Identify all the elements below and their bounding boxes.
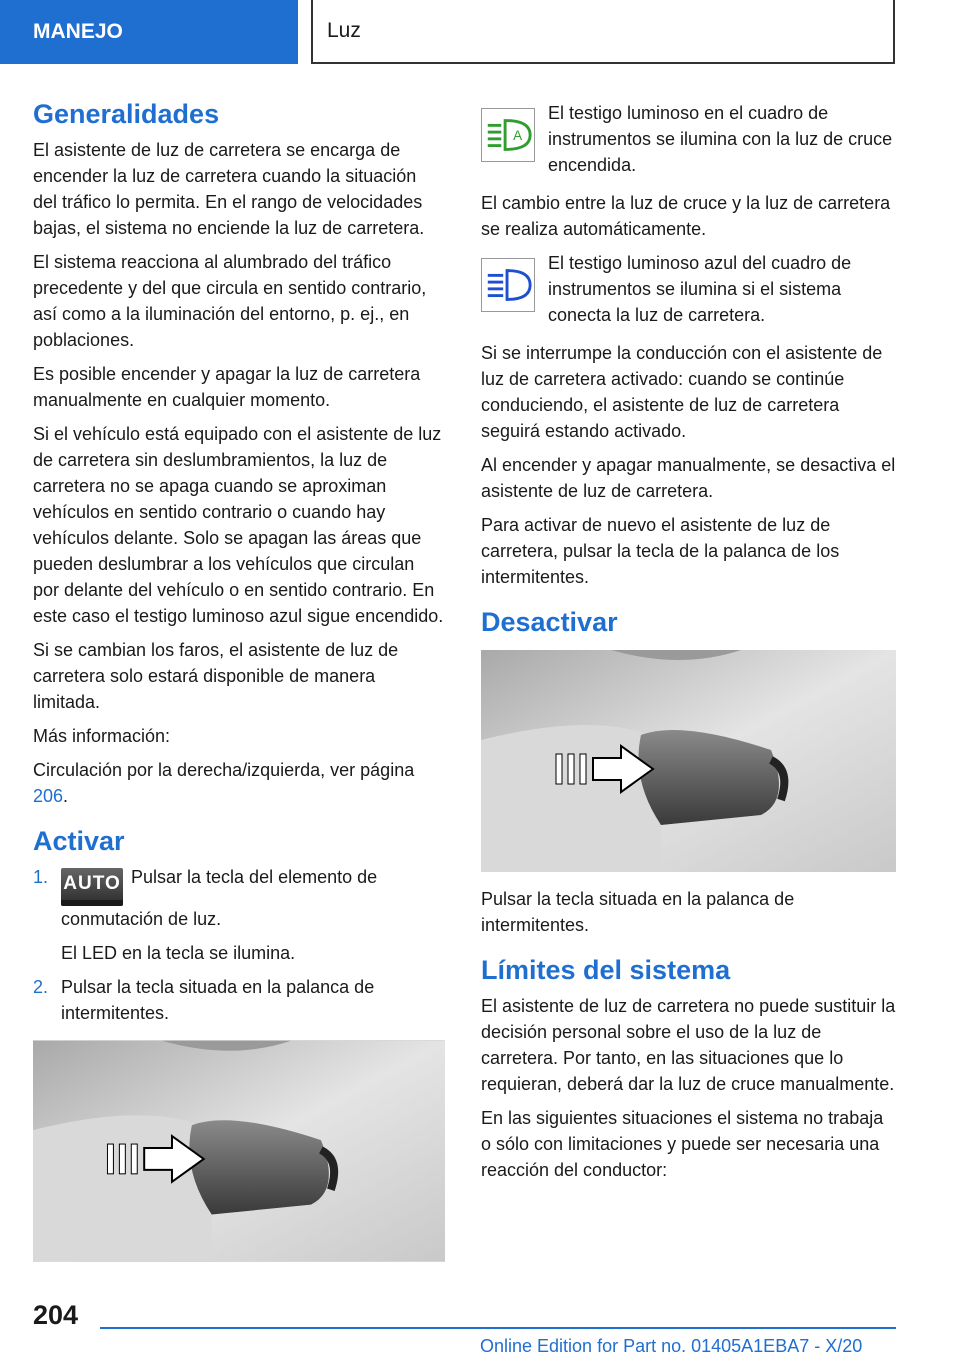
paragraph-reference: Circulación por la derecha/izquierda, ver página 206. [33,760,415,806]
heading-limites: Límites del sistema [481,955,731,985]
auto-key-icon: AUTO [61,868,123,906]
paragraph: Al encender y apagar manualmente, se desactiva el asistente de luz de carretera. [481,455,896,501]
step-number: 1. [33,867,49,887]
step-subtext: El LED en la tecla se ilumina. [61,943,296,963]
section-label: MANEJO [33,20,123,43]
stalk-button-illustration [481,650,896,872]
low-beam-auto-indicator-icon [481,108,535,162]
paragraph: El cambio entre la luz de cruce y la luz de carretera se realiza automáticamente. [481,193,891,239]
paragraph: Pulsar la tecla situada en la palanca de intermitentes. [481,889,795,935]
paragraph: Si el vehículo está equipado con el asistente de luz de carretera sin deslumbramientos, la luz de carretera no se apaga cuando se aproximan vehículos en sentido contrario o cuando hay vehículos delante. Solo se apagan las áreas que pueden deslumbrar a los vehículos que circulan por delante del vehículo o en sentido contrario. En este caso el testigo luminoso azul sigue encendido. [33,424,444,626]
paragraph: Es posible encender y apagar la luz de carretera manualmente en cualquier momento. [33,364,421,410]
chapter-title: Luz [327,19,361,42]
list-item [33,974,445,1026]
heading-activar: Activar [33,826,125,856]
paragraph: En las siguientes situaciones el sistema no trabaja o sólo con limitaciones y puede ser necesaria una reacción del conductor: [481,1108,884,1180]
section-tab [0,0,298,64]
indicator-item [481,100,896,178]
paragraph: Para activar de nuevo el asistente de luz de carretera, pulsar la tecla de la palanca de los intermitentes. [481,515,840,587]
heading-generalidades: Generalidades [33,99,220,129]
indicator-item [481,250,896,328]
heading-desactivar: Desactivar [481,607,618,637]
page-link[interactable]: 206 [33,786,64,806]
steps-list [33,864,445,1026]
paragraph: Más información: [33,726,171,746]
step-number: 2. [33,977,49,997]
chapter-header [311,0,895,64]
indicator-text: El testigo luminoso azul del cuadro de instrumentos se ilumina si el sistema conecta la luz de carretera. [548,253,852,325]
high-beam-indicator-icon [481,258,535,312]
left-column [33,96,445,1262]
list-item [33,864,445,966]
stalk-button-illustration [33,1040,445,1262]
edition-text: Online Edition for Part no. 01405A1EBA7 - X/20 [480,1336,863,1356]
indicator-text: El testigo luminoso en el cuadro de instrumentos se ilumina con la luz de cruce encendida. [548,103,893,175]
step-text: Pulsar la tecla del elemento de conmutación de luz. [61,867,378,929]
paragraph: El sistema reacciona al alumbrado del tráfico precedente y del que circula en sentido contrario, así como a la iluminación del entorno, p. ej., en poblaciones. [33,252,427,350]
paragraph: Si se interrumpe la conducción con el asistente de luz de carretera activado: cuando se continúe conduciendo, el asistente de luz de carretera seguirá estando activado. [481,343,883,441]
page-number: 204 [33,1300,79,1330]
paragraph: Si se cambian los faros, el asistente de luz de carretera solo estará disponible de manera limitada. [33,640,399,712]
svg-text:A: A [513,127,523,143]
paragraph: El asistente de luz de carretera no puede sustituir la decisión personal sobre el uso de la luz de carretera. Por tanto, en las situaciones que lo requieran, deberá dar la luz de cruce manualmente. [481,996,896,1094]
paragraph: El asistente de luz de carretera se encarga de encender la luz de carretera cuando la situación del tráfico lo permita. En el rango de velocidades bajas, el sistema no enciende la luz de carretera. [33,140,425,238]
right-column [481,100,896,1191]
footer-divider [100,1327,896,1329]
step-text: Pulsar la tecla situada en la palanca de intermitentes. [61,977,375,1023]
